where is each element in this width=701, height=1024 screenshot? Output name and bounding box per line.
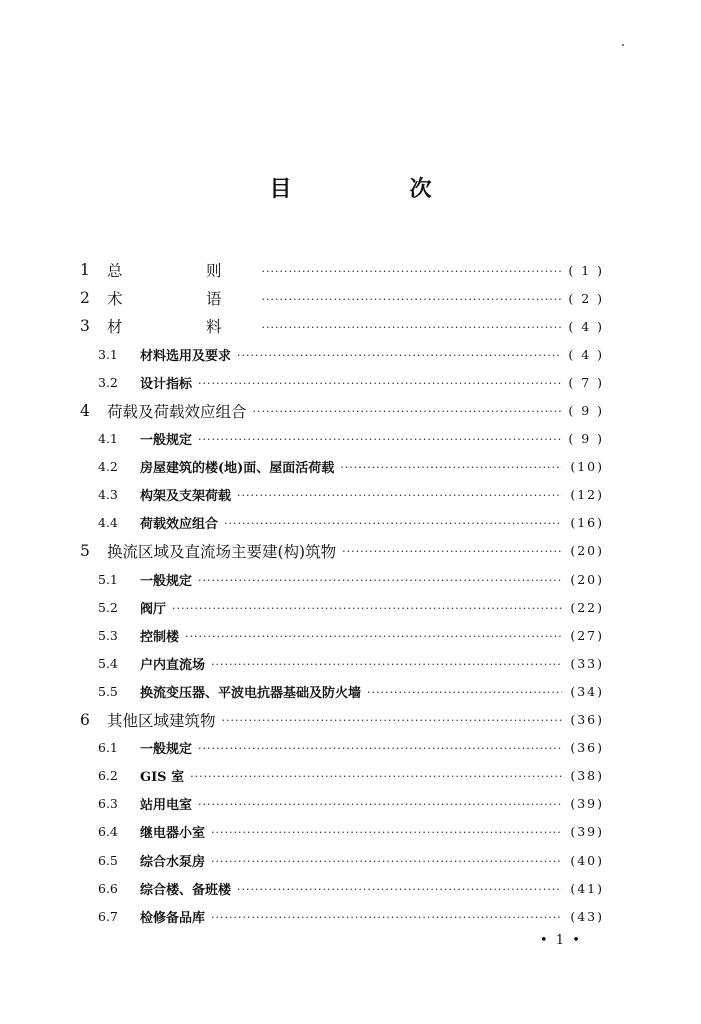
dot-leader: [340, 459, 562, 474]
dot-leader: [198, 796, 562, 811]
entry-page: (43): [570, 908, 604, 924]
entry-number: 6.2: [98, 768, 118, 784]
entry-page: ( 4 ): [568, 346, 604, 362]
toc-section-entry: [80, 677, 604, 705]
entry-number: 5.5: [98, 683, 118, 699]
toc-section-entry: [80, 565, 604, 593]
toc-section-entry: [80, 453, 604, 481]
toc-section-entry: [80, 790, 604, 818]
entry-title: 术 语: [107, 290, 256, 309]
toc-chapter-entry: [80, 396, 604, 424]
toc-section-entry: [80, 762, 604, 790]
toc-section-entry: [80, 509, 604, 537]
entry-page: (20): [570, 543, 604, 559]
dot-leader: [237, 881, 562, 896]
entry-title: 一般规定: [140, 573, 193, 589]
entry-page: ( 1 ): [568, 262, 604, 278]
entry-number: 4.3: [98, 487, 118, 503]
entry-title: 房屋建筑的楼(地)面、屋面活荷载: [140, 461, 335, 477]
dot-leader: [262, 291, 562, 306]
dot-leader: [211, 909, 562, 924]
entry-page: (34): [570, 683, 604, 699]
page-title: 目 次: [269, 176, 480, 202]
dot-leader: [367, 684, 562, 699]
entry-page: (36): [570, 740, 604, 756]
entry-title: 一般规定: [140, 742, 193, 758]
dot-leader: [190, 768, 562, 783]
entry-title: 一般规定: [140, 433, 193, 449]
entry-title: 阀厅: [140, 601, 167, 617]
toc-section-entry: [80, 846, 604, 874]
entry-number: 4.2: [98, 459, 118, 475]
entry-title: 户内直流场: [140, 657, 206, 673]
dot-leader: [198, 740, 562, 755]
entry-page: (16): [570, 515, 604, 531]
entry-page: (41): [570, 880, 604, 896]
entry-number: 5.4: [98, 655, 118, 671]
toc-chapter-entry: [80, 256, 604, 284]
dot-leader: [237, 347, 562, 362]
dot-leader: [211, 824, 562, 839]
entry-title: 检修备品库: [140, 910, 206, 926]
entry-title: 总 则: [107, 262, 256, 281]
entry-title: 荷载及荷载效应组合: [107, 402, 247, 421]
entry-title: 其他区域建筑物: [107, 711, 216, 730]
entry-page: (40): [570, 852, 604, 868]
dot-leader: [198, 375, 562, 390]
toc-section-entry: [80, 874, 604, 902]
entry-title: 综合水泵房: [140, 854, 206, 870]
page-number: • 1 •: [540, 933, 582, 948]
toc-chapter-entry: [80, 312, 604, 340]
entry-title: GIS 室: [140, 770, 185, 786]
entry-number: 5.2: [98, 599, 118, 615]
toc-section-entry: [80, 340, 604, 368]
entry-title: 构架及支架荷载: [140, 489, 232, 505]
entry-page: (39): [570, 824, 604, 840]
toc-section-entry: [80, 481, 604, 509]
entry-number: 5: [80, 541, 90, 560]
entry-number: 3.2: [98, 374, 118, 390]
toc-section-entry: [80, 621, 604, 649]
entry-page: ( 9 ): [568, 403, 604, 419]
entry-number: 2: [80, 289, 90, 308]
entry-title: 站用电室: [140, 798, 193, 814]
toc-section-entry: [80, 649, 604, 677]
entry-page: (38): [570, 768, 604, 784]
entry-title: 材料选用及要求: [140, 348, 232, 364]
entry-title: 继电器小室: [140, 826, 206, 842]
dot-leader: [262, 263, 562, 278]
entry-title: 控制楼: [140, 629, 180, 645]
entry-title: 综合楼、备班楼: [140, 882, 232, 898]
entry-number: 4.1: [98, 431, 118, 447]
entry-page: (12): [570, 487, 604, 503]
entry-page: ( 9 ): [568, 431, 604, 447]
entry-title: 荷载效应组合: [140, 517, 219, 533]
dot-leader: [198, 431, 562, 446]
toc-section-entry: [80, 734, 604, 762]
entry-number: 6.1: [98, 740, 118, 756]
entry-page: (10): [570, 459, 604, 475]
dot-leader: [222, 712, 562, 727]
entry-number: 5.1: [98, 571, 118, 587]
toc-section-entry: [80, 368, 604, 396]
dot-leader: [211, 853, 562, 868]
entry-number: 6.7: [98, 908, 118, 924]
dot-leader: [198, 572, 562, 587]
dot-leader: [262, 319, 562, 334]
entry-page: ( 4 ): [568, 318, 604, 334]
entry-title: 设计指标: [140, 376, 193, 392]
entry-number: 6.4: [98, 824, 118, 840]
entry-number: 4: [80, 401, 90, 420]
dot-leader: [185, 628, 562, 643]
entry-number: 4.4: [98, 515, 118, 531]
entry-number: 6.3: [98, 796, 118, 812]
entry-number: 6.5: [98, 852, 118, 868]
toc-section-entry: [80, 593, 604, 621]
toc-chapter-entry: [80, 537, 604, 565]
entry-title: 材 料: [107, 318, 256, 337]
entry-number: 3.1: [98, 346, 118, 362]
entry-page: (36): [570, 712, 604, 728]
entry-page: (20): [570, 571, 604, 587]
scan-speck: [622, 44, 624, 46]
entry-page: (33): [570, 655, 604, 671]
toc-section-entry: [80, 425, 604, 453]
toc-chapter-entry: [80, 284, 604, 312]
entry-page: (39): [570, 796, 604, 812]
dot-leader: [211, 656, 562, 671]
dot-leader: [237, 487, 562, 502]
entry-number: 6.6: [98, 880, 118, 896]
entry-page: (27): [570, 627, 604, 643]
dot-leader: [342, 543, 562, 558]
entry-title: 换流区域及直流场主要建(构)筑物: [107, 542, 337, 561]
dot-leader: [224, 515, 562, 530]
entry-page: (22): [570, 599, 604, 615]
entry-number: 5.3: [98, 627, 118, 643]
entry-page: ( 2 ): [568, 290, 604, 306]
toc-section-entry: [80, 818, 604, 846]
toc-section-entry: [80, 902, 604, 930]
dot-leader: [253, 403, 562, 418]
table-of-contents: [80, 256, 604, 930]
entry-number: 1: [80, 261, 90, 280]
toc-chapter-entry: [80, 706, 604, 734]
dot-leader: [172, 600, 562, 615]
entry-number: 6: [80, 710, 90, 729]
entry-page: ( 7 ): [568, 374, 604, 390]
entry-title: 换流变压器、平波电抗器基础及防火墙: [140, 685, 362, 701]
entry-number: 3: [80, 317, 90, 336]
